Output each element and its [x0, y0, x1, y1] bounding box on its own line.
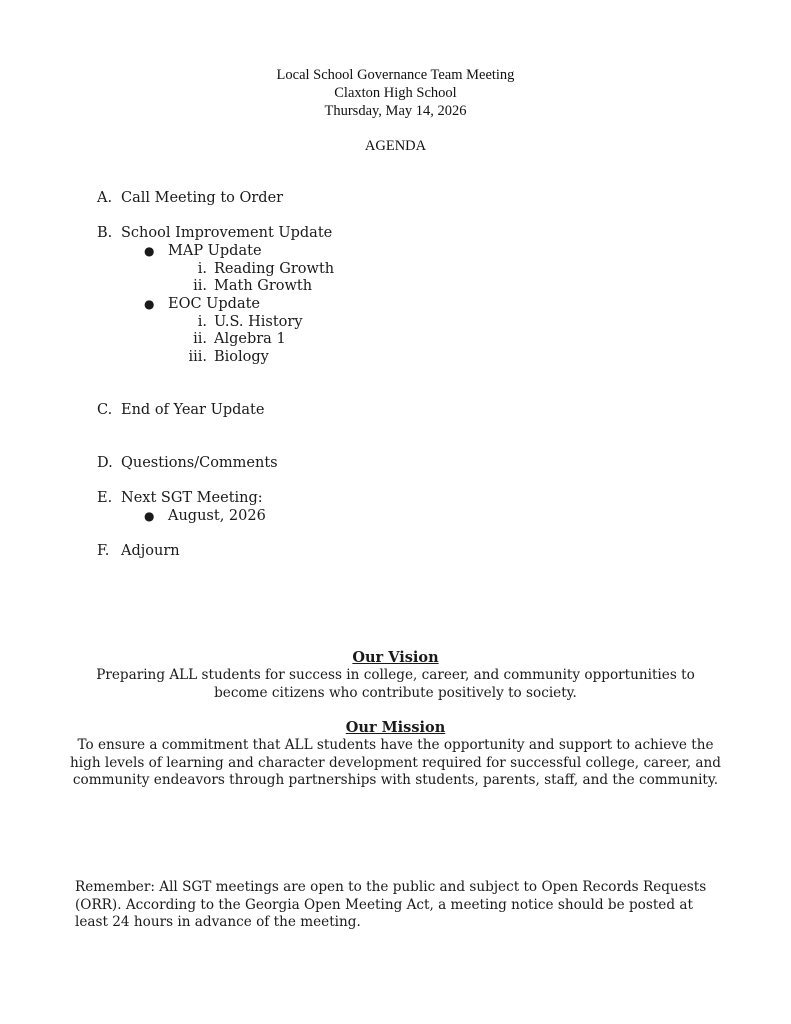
agenda-letter: A. — [97, 190, 113, 206]
bullet-icon: ● — [144, 297, 155, 311]
roman-numeral: iii. — [188, 349, 207, 365]
mission-line: community endeavors through partnerships with students, parents, staff, and the community. — [72, 772, 719, 789]
meeting-header — [0, 66, 791, 120]
bullet-text: MAP Update — [168, 243, 262, 259]
agenda-text: Questions/Comments — [121, 455, 278, 471]
mission-line: To ensure a commitment that ALL students have the opportunity and support to achieve the — [77, 737, 714, 753]
mission-section — [0, 719, 791, 790]
agenda-text: End of Year Update — [121, 402, 265, 418]
roman-numeral: i. — [197, 314, 207, 330]
agenda-title: AGENDA — [364, 138, 427, 154]
agenda-letter: B. — [97, 225, 113, 241]
agenda-letter: E. — [97, 490, 113, 506]
sub-item-text: U.S. History — [214, 314, 303, 330]
roman-numeral: i. — [197, 261, 207, 277]
header-school: Claxton High School — [334, 85, 457, 101]
agenda-letter: F. — [97, 543, 110, 559]
roman-numeral: ii. — [193, 331, 207, 347]
agenda-letter: D. — [97, 455, 113, 471]
vision-section — [0, 649, 791, 702]
remember-line: least 24 hours in advance of the meeting. — [75, 914, 361, 931]
vision-heading: Our Vision — [352, 649, 439, 666]
roman-numeral: ii. — [193, 278, 207, 294]
header-date: Thursday, May 14, 2026 — [324, 103, 467, 119]
vision-line: become citizens who contribute positively to society. — [214, 684, 577, 701]
remember-note — [75, 879, 715, 932]
agenda-letter: C. — [97, 402, 113, 418]
vision-line: Preparing ALL students for success in college, career, and community opportunities to — [96, 667, 695, 683]
agenda-text: Next SGT Meeting: — [121, 490, 263, 506]
bullet-icon: ● — [144, 509, 155, 523]
agenda-text: Adjourn — [121, 543, 180, 559]
mission-line: high levels of learning and character development required for successful college, career, and — [70, 754, 721, 771]
agenda-text: Call Meeting to Order — [121, 190, 284, 206]
remember-line: (ORR). According to the Georgia Open Meeting Act, a meeting notice should be posted at — [75, 896, 693, 913]
header-title: Local School Governance Team Meeting — [276, 67, 515, 83]
remember-line: Remember: All SGT meetings are open to the public and subject to Open Records Requests — [75, 879, 707, 895]
sub-item-text: Biology — [214, 349, 269, 365]
bullet-text: EOC Update — [168, 296, 261, 312]
sub-item-text: Reading Growth — [214, 261, 335, 277]
bullet-icon: ● — [144, 244, 155, 258]
bullet-text: August, 2026 — [168, 508, 266, 524]
agenda-text: School Improvement Update — [121, 225, 333, 241]
sub-item-text: Algebra 1 — [214, 331, 286, 347]
sub-item-text: Math Growth — [214, 278, 313, 294]
mission-heading: Our Mission — [345, 719, 446, 736]
